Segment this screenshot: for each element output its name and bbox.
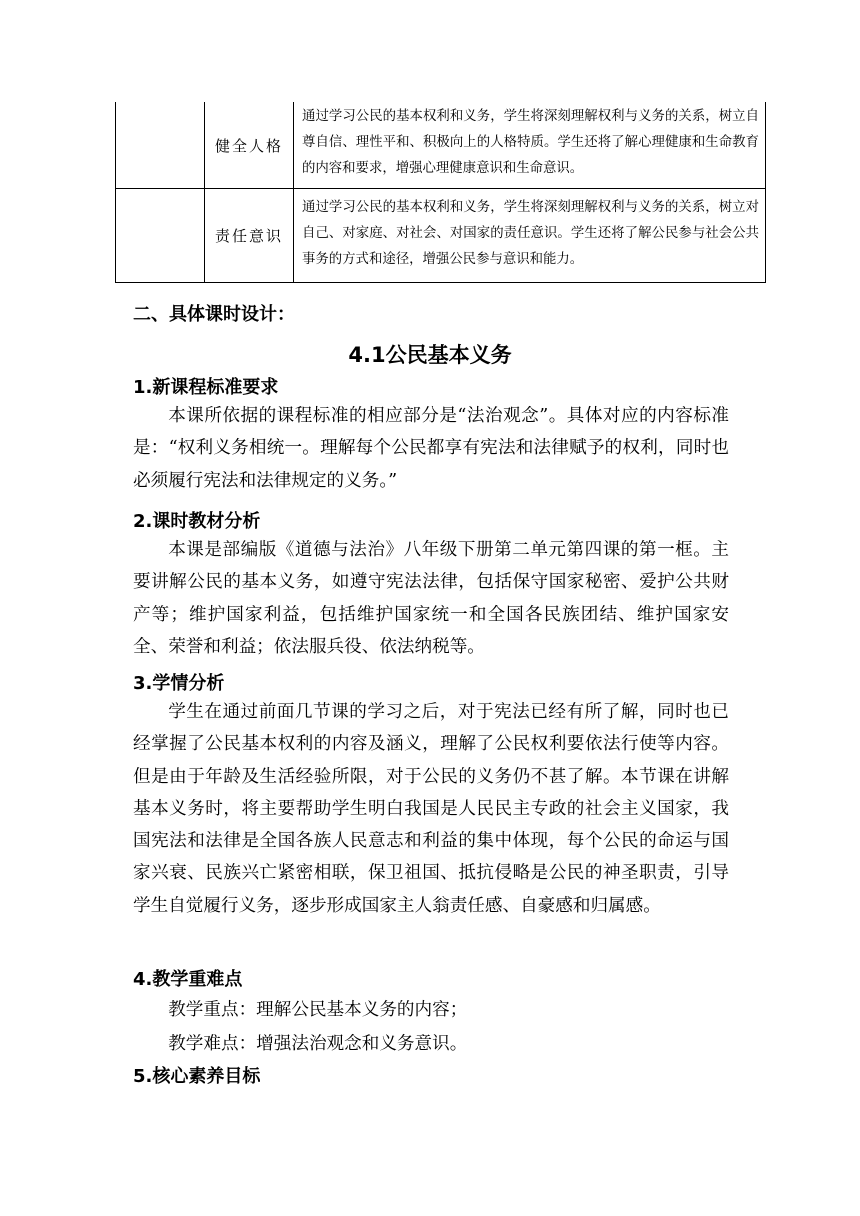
table-merged-cell	[116, 102, 205, 189]
table-row	[116, 189, 766, 283]
table-row-text: 通过学习公民的基本权利和义务，学生将深刻理解权利与义务的关系，树立自尊自信、理性平和、积极向上的人格特质。学生还将了解心理健康和生命教育的内容和要求，增强心理健康意识和生命意识。	[294, 102, 766, 189]
table-row-text: 通过学习公民的基本权利和义务，学生将深刻理解权利与义务的关系，树立对自己、对家庭、对社会、对国家的责任意识。学生还将了解公民参与社会公共事务的方式和途径，增强公民参与意识和能力。	[294, 189, 766, 283]
core-literacy-table	[115, 102, 766, 283]
subsection-heading-1: 1.新课程标准要求	[133, 377, 279, 398]
table-row-label: 健全人格	[205, 102, 294, 189]
table-row-label: 责任意识	[205, 189, 294, 283]
subsection-text-2: 本课是部编版《道德与法治》八年级下册第二单元第四课的第一框。主要讲解公民的基本义务，如遵守宪法法律，包括保守国家秘密、爱护公共财产等；维护国家利益，包括维护国家统一和全国各民族团结、维护国家安全、荣誉和利益；依法服兵役、依法纳税等。	[133, 540, 729, 657]
subsection-heading-2: 2.课时教材分析	[133, 511, 261, 532]
table-merged-cell	[116, 189, 205, 283]
subsection-heading-3: 3.学情分析	[133, 673, 225, 694]
table-row	[116, 102, 766, 189]
subsection-text-1: 本课所依据的课程标准的相应部分是“法治观念”。具体对应的内容标准是：“权利义务相统一。理解每个公民都享有宪法和法律赋予的权利，同时也必须履行宪法和法律规定的义务。”	[133, 406, 729, 491]
subsection-text-3: 学生在通过前面几节课的学习之后，对于宪法已经有所了解，同时也已经掌握了公民基本权利的内容及涵义，理解了公民权利要依法行使等内容。但是由于年龄及生活经验所限，对于公民的义务仍不甚了解。本节课在讲解基本义务时，将主要帮助学生明白我国是人民民主专政的社会主义国家，我国宪法和法律是全国各族人民意志和利益的集中体现，每个公民的命运与国家兴衰、民族兴亡紧密相联，保卫祖国、抵抗侵略是公民的神圣职责，引导学生自觉履行义务，逐步形成国家主人翁责任感、自豪感和归属感。	[133, 702, 729, 916]
difficult-point-line: 教学难点：增强法治观念和义务意识。	[168, 1034, 468, 1054]
key-point-line: 教学重点：理解公民基本义务的内容；	[168, 1000, 468, 1020]
subsection-heading-4: 4.教学重难点	[133, 969, 243, 990]
subsection-heading-5: 5.核心素养目标	[133, 1066, 261, 1087]
section-heading: 二、具体课时设计：	[133, 304, 295, 325]
lesson-title: 4.1公民基本义务	[348, 343, 512, 367]
